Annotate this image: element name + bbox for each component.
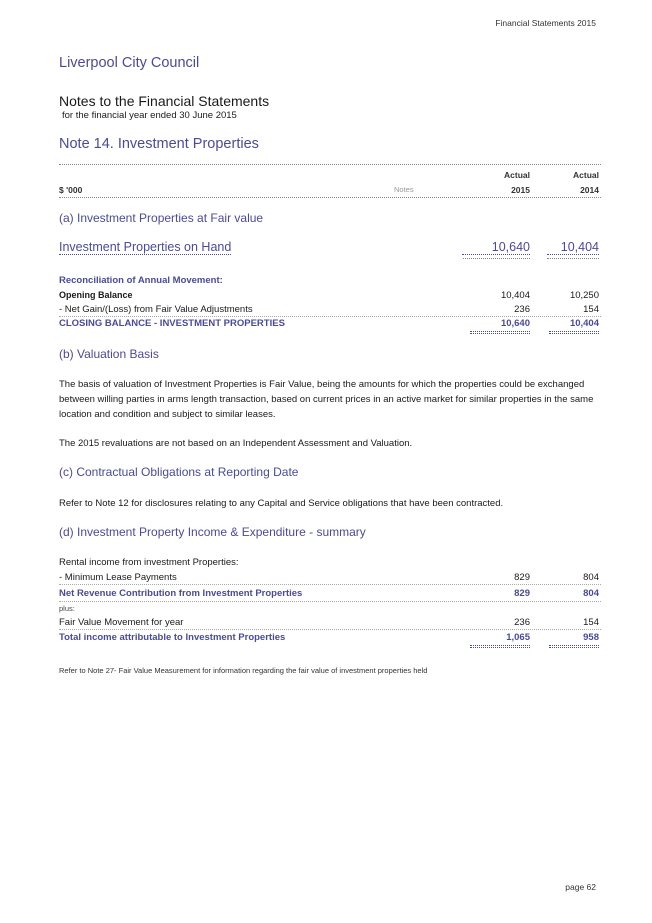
- section-c-heading: (c) Contractual Obligations at Reporting Date: [59, 465, 299, 479]
- notes-title: Notes to the Financial Statements: [59, 93, 270, 109]
- closing-2014-rule-2: [549, 333, 599, 334]
- closing-2015-rule: [470, 331, 530, 332]
- table-header-bottom-rule: [59, 197, 601, 198]
- row-divider: [59, 629, 601, 630]
- total-2015-rule: [470, 645, 530, 646]
- col1-header-year: 2015: [511, 185, 530, 195]
- total-2015-rule-2: [470, 647, 530, 648]
- min-lease-2015: 829: [514, 572, 530, 583]
- total-2014-rule: [549, 645, 599, 646]
- table-row-value-2014: 10,250: [569, 290, 599, 301]
- table-row-label: - Net Gain/(Loss) from Fair Value Adjustments: [59, 304, 253, 315]
- reconciliation-heading: Reconciliation of Annual Movement:: [59, 275, 223, 286]
- closing-balance-label: CLOSING BALANCE - INVESTMENT PROPERTIES: [59, 318, 285, 329]
- row-divider: [59, 601, 601, 602]
- footnote: Refer to Note 27- Fair Value Measurement for information regarding the fair value of investment properties held: [59, 666, 428, 675]
- notes-subtitle: for the financial year ended 30 June 2015: [62, 110, 237, 121]
- total-income-label: Total income attributable to Investment Properties: [59, 632, 286, 643]
- closing-2014-rule: [549, 331, 599, 332]
- investment-on-hand-2015: 10,640: [462, 240, 530, 255]
- total-2014-rule-2: [549, 647, 599, 648]
- fair-value-movement-2014: 154: [583, 617, 599, 628]
- note-title: Note 14. Investment Properties: [59, 136, 259, 152]
- total-income-2014: 958: [583, 632, 599, 643]
- closing-2015-rule-2: [470, 333, 530, 334]
- table-row-label: Opening Balance: [59, 290, 133, 300]
- section-d-heading: (d) Investment Property Income & Expenditure - summary: [59, 525, 366, 539]
- closing-balance-2014: 10,404: [569, 318, 599, 329]
- closing-balance-2015: 10,640: [500, 318, 530, 329]
- fair-value-movement-2015: 236: [514, 617, 530, 628]
- section-a-heading: (a) Investment Properties at Fair value: [59, 211, 264, 225]
- net-revenue-2014: 804: [583, 588, 599, 599]
- investment-on-hand-2014: 10,404: [547, 240, 599, 255]
- section-b-heading: (b) Valuation Basis: [59, 347, 159, 361]
- council-name: Liverpool City Council: [59, 55, 200, 71]
- rental-income-heading: Rental income from investment Properties:: [59, 557, 239, 568]
- col1-header-line1: Actual: [504, 170, 530, 180]
- on-hand-2015-double-rule: [463, 258, 530, 259]
- investment-on-hand-label: Investment Properties on Hand: [59, 240, 232, 254]
- col2-header-line1: Actual: [573, 170, 599, 180]
- row-divider: [59, 584, 601, 585]
- page-number: page 62: [565, 882, 596, 892]
- valuation-basis-paragraph: The basis of valuation of Investment Properties is Fair Value, being the amounts for which the properties could be exchanged between willing parties in arms length transaction, based on current prices in an active market for similar properties in the same location and condition and subject to similar leases.: [59, 379, 594, 420]
- notes-column-label: Notes: [394, 185, 414, 194]
- fair-value-movement-label: Fair Value Movement for year: [59, 617, 184, 628]
- total-income-2015: 1,065: [506, 632, 530, 643]
- revaluation-paragraph: The 2015 revaluations are not based on an Independent Assessment and Valuation.: [59, 438, 413, 449]
- table-row-value-2014: 154: [583, 304, 599, 315]
- document-header: Financial Statements 2015: [495, 18, 596, 28]
- plus-label: plus:: [59, 604, 75, 613]
- net-revenue-label: Net Revenue Contribution from Investment Properties: [59, 588, 303, 599]
- net-revenue-2015: 829: [514, 588, 530, 599]
- table-header-top-rule: [59, 164, 601, 165]
- table-row-value-2015: 236: [514, 304, 530, 315]
- table-row-value-2015: 10,404: [500, 290, 530, 301]
- contractual-obligations-paragraph: Refer to Note 12 for disclosures relating to any Capital and Service obligations that have been contracted.: [59, 498, 504, 509]
- min-lease-label: - Minimum Lease Payments: [59, 572, 177, 583]
- row-divider: [59, 316, 601, 317]
- col2-header-year: 2014: [580, 185, 599, 195]
- on-hand-2014-double-rule: [547, 258, 599, 259]
- min-lease-2014: 804: [583, 572, 599, 583]
- units-label: $ '000: [59, 185, 83, 195]
